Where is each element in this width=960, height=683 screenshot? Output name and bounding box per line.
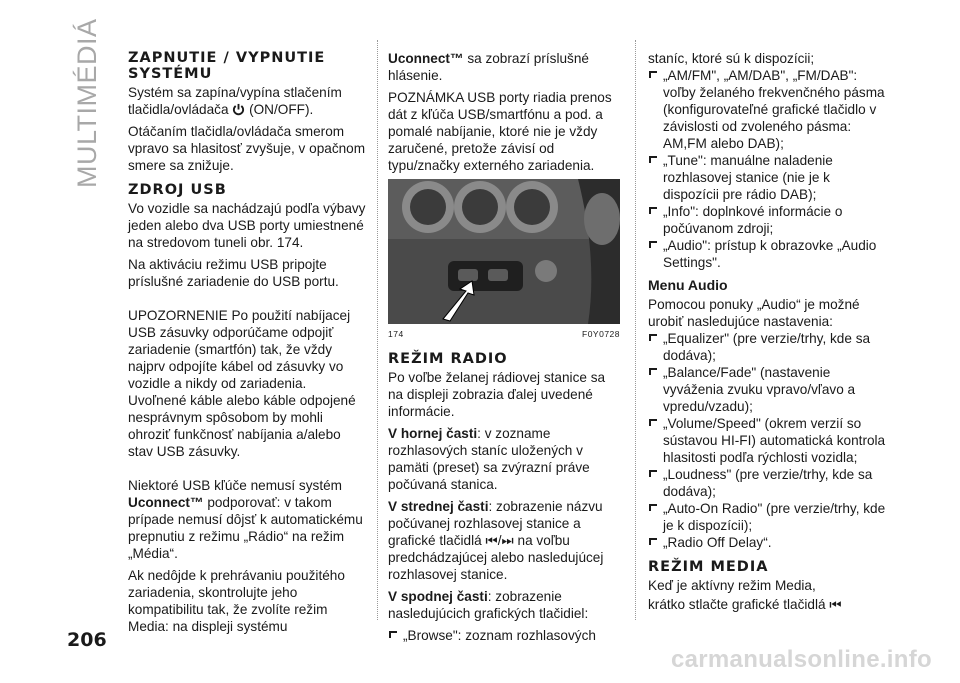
bullet-text: „Auto-On Radio" (pre verzie/trhy, kde je k dispozícii); <box>663 501 886 533</box>
paragraph: Keď je aktívny režim Media, <box>648 578 816 593</box>
bullet-text: „AM/FM", „AM/DAB", „FM/DAB": voľby želaného frekvenčného pásma (konfigurovateľné grafické tlačidlo v závislosti od zvoleného pásma: AM,FM alebo DAB); <box>663 68 885 151</box>
usb-console-illustration <box>388 179 620 324</box>
paragraph <box>648 596 888 613</box>
paragraph: Ak nedôjde k prehrávaniu použitého zariadenia, skontrolujte jeho kompatibilitu tak, že zvolíte režim Media: na displeji systému <box>128 568 345 634</box>
bullet-text: „Loudness" (pre verzie/trhy, kde sa dodáva); <box>663 467 873 499</box>
power-icon <box>232 103 245 116</box>
bullet-item <box>648 152 888 203</box>
column-3 <box>648 50 888 618</box>
term: V strednej časti <box>388 499 489 514</box>
figure-caption <box>388 326 620 343</box>
text: (ON/OFF). <box>249 102 314 117</box>
heading-media: REŽIM MEDIA <box>648 559 769 575</box>
footer-watermark: carmanualsonline.info <box>670 646 932 673</box>
bullet-item <box>648 500 888 534</box>
text: : zobrazenie názvu počúvanej rozhlasovej stanice a grafické tlačidlá <box>388 499 603 548</box>
heading-menu-audio: Menu Audio <box>648 277 728 293</box>
bullet-item <box>648 203 888 237</box>
bullet-item <box>648 330 888 364</box>
term: V spodnej časti <box>388 589 488 604</box>
bullet-icon <box>648 364 663 378</box>
bullet-item <box>648 237 888 271</box>
bullet-text: „Tune": manuálne naladenie rozhlasovej stanice (nie je k dispozícii pre rádio DAB); <box>663 153 833 202</box>
column-2 <box>388 50 620 644</box>
bullet-item <box>648 466 888 500</box>
paragraph: staníc, ktoré sú k dispozícii; <box>648 51 815 66</box>
text: : zobrazenie nasledujúcich grafických tlačidiel: <box>388 589 589 621</box>
bullet-icon <box>648 466 663 480</box>
paragraph: Vo vozidle sa nachádzajú podľa výbavy jeden alebo dva USB porty umiestnené na stredovom tuneli obr. 174. <box>128 201 366 250</box>
bullet-icon <box>648 534 663 548</box>
bullet-icon <box>648 330 663 344</box>
bullet-icon <box>648 500 663 514</box>
text: podporovať: v takom prípade nemusí dôjsť k automatickému prepnutiu z režimu „Rádio“ na režim „Média“. <box>128 495 363 561</box>
bullet-text: „Browse": zoznam rozhlasových <box>403 628 596 643</box>
heading-radio: REŽIM RADIO <box>388 351 508 367</box>
text: : v zozname rozhlasových staníc uložených v pamäti (preset) sa zvýrazní práve počúvaná stanica. <box>388 426 590 492</box>
page-number: 206 <box>67 629 107 651</box>
text: Systém sa zapína/vypína stlačením tlačidla/ovládača <box>128 85 342 117</box>
bullet-icon <box>648 152 663 166</box>
paragraph: V strednej časti: zobrazenie názvu počúvanej rozhlasovej stanice a grafické tlačidlá ⏮/⏭ na voľbu predchádzajúcej alebo nasledujúcej rozhlasovej stanice. <box>388 499 604 582</box>
paragraph <box>128 84 366 118</box>
paragraph: Po voľbe želanej rádiovej stanice sa na displeji zobrazia ďalej uvedené informácie. <box>388 370 606 419</box>
text: na voľbu predchádzajúcej alebo nasledujúcej rozhlasovej stanice. <box>388 533 604 582</box>
paragraph <box>388 425 620 493</box>
brand-text: Uconnect™ <box>388 51 464 66</box>
heading-power: ZAPNUTIE / VYPNUTIE SYSTÉMU <box>128 50 326 82</box>
paragraph: Na aktiváciu režimu USB pripojte príslušné zariadenie do USB portu. <box>128 257 339 289</box>
paragraph <box>388 588 620 622</box>
section-tab <box>68 18 108 188</box>
section-tab-label: MULTIMÉDIÁ <box>72 18 102 188</box>
column-divider <box>377 40 378 620</box>
bullet-text: „Info": doplnkové informácie o počúvanom zdroji; <box>663 204 843 236</box>
text: sa zobrazí príslušné hlásenie. <box>388 51 589 83</box>
bullet-icon <box>648 203 663 217</box>
bullet-item <box>648 415 888 466</box>
brand-text: Uconnect™ <box>128 495 204 510</box>
bullet-text: „Balance/Fade" (nastavenie vyváženia zvuku vpravo/vľavo a vpredu/vzadu); <box>663 365 856 414</box>
bullet-icon <box>648 237 663 251</box>
bullet-item <box>648 67 888 152</box>
paragraph <box>388 50 620 84</box>
bullet-text: „Equalizer" (pre verzie/trhy, kde sa dodáva); <box>663 331 871 363</box>
bullet-text: „Audio": prístup k obrazovke „Audio Settings". <box>663 238 877 270</box>
bullet-item <box>648 534 888 551</box>
paragraph: Pomocou ponuky „Audio“ je možné urobiť nasledujúce nastavenia: <box>648 297 860 329</box>
note-paragraph: POZNÁMKA USB porty riadia prenos dát z kľúča USB/smartfónu a pod. a pomalé nabíjanie, ktoré nie je vždy zaručené, pretože závisí od typu/značky externého zariadenia. <box>388 90 612 173</box>
bullet-item <box>388 627 620 644</box>
heading-usb: ZDROJ USB <box>128 182 227 198</box>
bullet-icon <box>648 67 663 81</box>
term: V hornej časti <box>388 426 478 441</box>
text: krátko stlačte grafické tlačidlá <box>648 597 826 612</box>
bullet-text: „Volume/Speed" (okrem verzií so sústavou HI-FI) automatická kontrola hlasitosti podľa rýchlosti vozidla; <box>663 416 886 465</box>
warning-paragraph: UPOZORNENIE Po použití nabíjacej USB zásuvky odporúčame odpojiť zariadenie (smartfón) tak, že vždy najprv odpojíte kábel od zásuvky vo vozidle a nikdy od zariadenia. Uvoľnené káble alebo káble odpojené nesprávnym spôsobom by mohli ohroziť funkčnosť nabíjania a/alebo stav USB zásuvky. <box>128 308 356 459</box>
figure-usb-ports-photo <box>388 179 620 324</box>
bullet-icon <box>388 627 403 641</box>
bullet-icon <box>648 415 663 429</box>
figure-code: F0Y0728 <box>582 329 620 339</box>
bullet-text: „Radio Off Delay“. <box>663 535 772 550</box>
column-1 <box>128 50 366 640</box>
bullet-item <box>648 364 888 415</box>
text: Niektoré USB kľúče nemusí systém <box>128 478 342 493</box>
column-divider <box>635 40 636 620</box>
previous-track-icon: ⏮ <box>485 533 498 548</box>
paragraph: Otáčaním tlačidla/ovládača smerom vpravo sa hlasitosť zvyšuje, v opačnom smere sa znižuje. <box>128 124 366 173</box>
next-track-icon: ⏭ <box>501 533 514 548</box>
paragraph <box>128 477 366 562</box>
previous-track-icon: ⏮ <box>829 597 842 612</box>
figure-number: 174 <box>388 329 404 339</box>
